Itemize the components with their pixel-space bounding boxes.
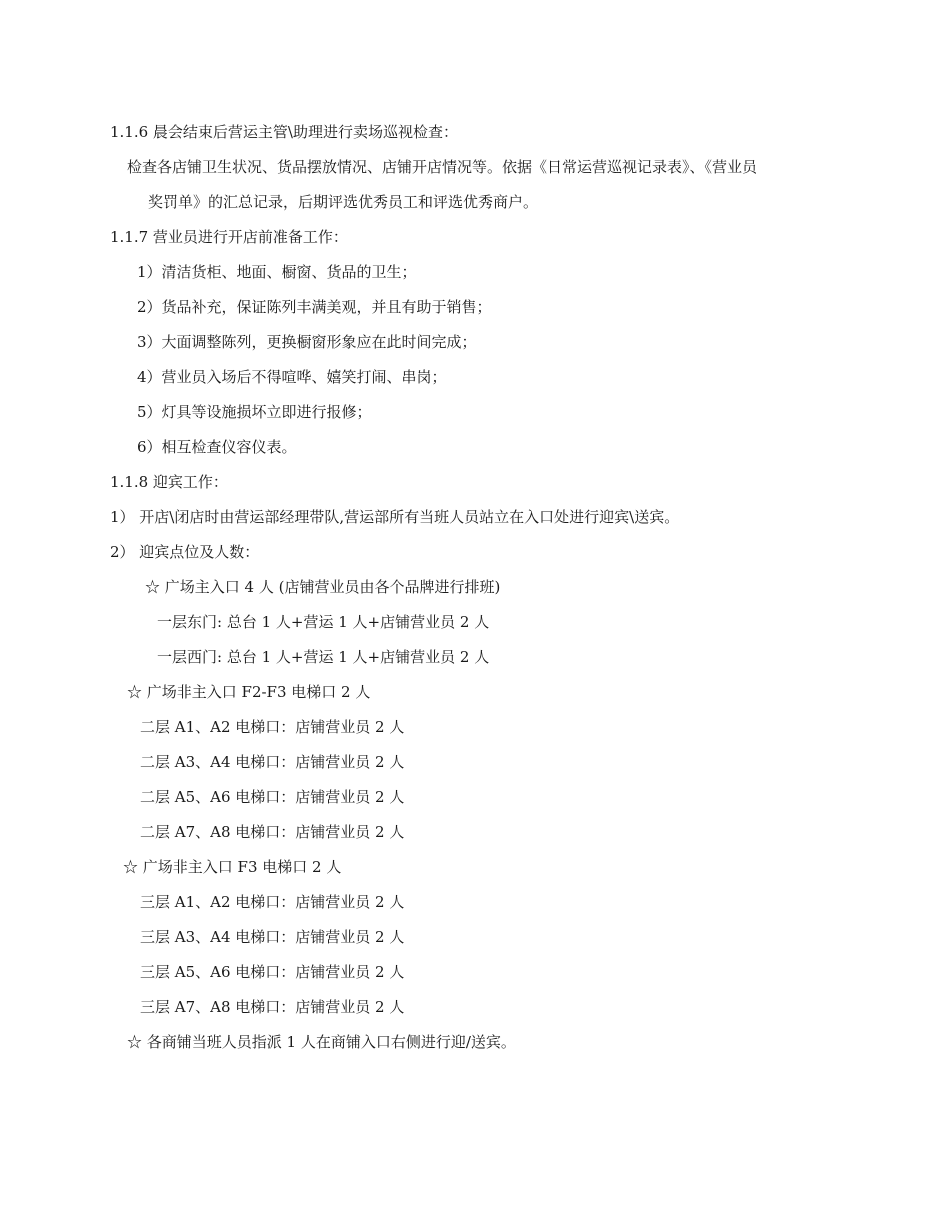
entrance-title-f2: ☆ 广场非主入口 F2-F3 电梯口 2 人 xyxy=(127,683,371,701)
entrance-line: 三层 A3、A4 电梯口：店铺营业员 2 人 xyxy=(140,928,405,946)
entrance-line: 三层 A7、A8 电梯口：店铺营业员 2 人 xyxy=(140,998,405,1016)
list-item: 6）相互检查仪容仪表。 xyxy=(137,438,297,456)
entrance-line: 二层 A5、A6 电梯口：店铺营业员 2 人 xyxy=(140,788,405,806)
entrance-line: 二层 A7、A8 电梯口：店铺营业员 2 人 xyxy=(140,823,405,841)
list-item: 2）货品补充，保证陈列丰满美观，并且有助于销售； xyxy=(137,298,492,316)
section-heading-1-1-7: 1.1.7 营业员进行开店前准备工作： xyxy=(110,228,348,246)
paragraph-line: 检查各店铺卫生状况、货品摆放情况、店铺开店情况等。依据《日常运营巡视记录表》、《营业员 xyxy=(127,158,758,176)
section-heading-1-1-8: 1.1.8 迎宾工作： xyxy=(110,473,228,491)
entrance-line: 一层西门: 总台 1 人+营运 1 人+店铺营业员 2 人 xyxy=(157,648,490,666)
entrance-line: 三层 A5、A6 电梯口：店铺营业员 2 人 xyxy=(140,963,405,981)
entrance-title-main: ☆ 广场主入口 4 人 (店铺营业员由各个品牌进行排班) xyxy=(145,578,501,596)
list-item: 2） 迎宾点位及人数： xyxy=(110,543,260,561)
paragraph-line: 奖罚单》的汇总记录，后期评选优秀员工和评选优秀商户。 xyxy=(148,193,539,211)
closing-note: ☆ 各商铺当班人员指派 1 人在商铺入口右侧进行迎/送宾。 xyxy=(127,1033,516,1051)
list-item: 3）大面调整陈列，更换橱窗形象应在此时间完成； xyxy=(137,333,477,351)
entrance-line: 三层 A1、A2 电梯口：店铺营业员 2 人 xyxy=(140,893,405,911)
entrance-line: 一层东门: 总台 1 人+营运 1 人+店铺营业员 2 人 xyxy=(157,613,490,631)
section-heading-1-1-6: 1.1.6 晨会结束后营运主管\助理进行卖场巡视检查： xyxy=(110,123,458,141)
list-item: 5）灯具等设施损坏立即进行报修； xyxy=(137,403,372,421)
list-item: 4）营业员入场后不得喧哗、嬉笑打闹、串岗； xyxy=(137,368,447,386)
entrance-title-f3: ☆ 广场非主入口 F3 电梯口 2 人 xyxy=(123,858,342,876)
list-item: 1） 开店\闭店时由营运部经理带队,营运部所有当班人员站立在入口处进行迎宾\送宾。 xyxy=(110,508,680,526)
entrance-line: 二层 A1、A2 电梯口：店铺营业员 2 人 xyxy=(140,718,405,736)
list-item: 1）清洁货柜、地面、橱窗、货品的卫生； xyxy=(137,263,417,281)
entrance-line: 二层 A3、A4 电梯口：店铺营业员 2 人 xyxy=(140,753,405,771)
